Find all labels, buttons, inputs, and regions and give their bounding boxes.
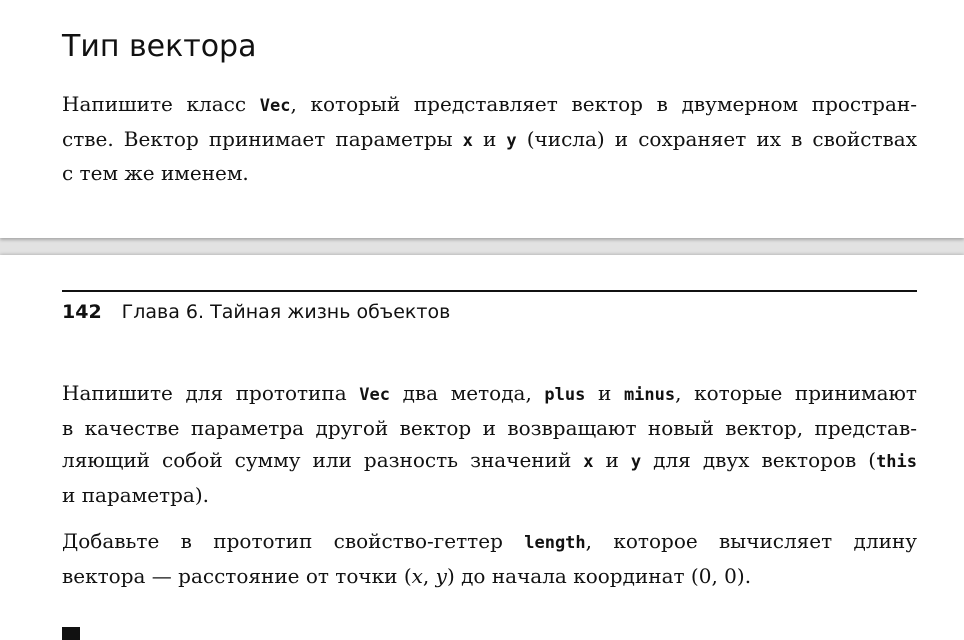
paragraph-line: Напишите класс Vec, который представляет вектор в двумерном простран- xyxy=(62,92,917,116)
code-minus: minus xyxy=(623,385,676,405)
code-x: x xyxy=(462,130,473,151)
vector-type-paragraph xyxy=(62,88,917,190)
code-y: y xyxy=(506,130,517,151)
paragraph-line: и параметра). xyxy=(62,482,210,507)
header-rule xyxy=(62,290,917,292)
chapter-title: Глава 6. Тайная жизнь объектов xyxy=(121,301,451,323)
paragraph-line: Напишите для прототипа Vec два метода, plus и minus, которые принимают xyxy=(62,381,917,405)
paragraph-line: стве. Вектор принимает параметры x и y (числа) и сохраняет их в свойствах xyxy=(62,126,917,151)
code-y: y xyxy=(630,452,642,472)
paragraph-line: Добавьте в прототип свойство-геттер length, которое вычисляет длину xyxy=(62,529,918,553)
top-page xyxy=(0,0,964,238)
code-this: this xyxy=(876,452,918,472)
paragraph-line: в качестве параметра другой вектор и возвращают новый вектор, представ- xyxy=(62,415,917,440)
plus-minus-paragraph xyxy=(62,377,917,511)
math-origin: (0, 0) xyxy=(690,563,745,588)
paragraph-line: ляющий собой сумму или разность значений x и y для двух векторов (this xyxy=(62,448,918,472)
math-y: y xyxy=(435,563,447,588)
paragraph-line: с тем же именем. xyxy=(62,161,249,185)
length-getter-paragraph xyxy=(62,525,917,592)
section-title: Тип вектора xyxy=(62,29,257,64)
page-number: 142 xyxy=(62,301,102,323)
code-vec: Vec xyxy=(259,96,291,116)
next-heading-fragment xyxy=(62,627,80,640)
code-length: length xyxy=(524,533,586,553)
math-x: x xyxy=(411,563,423,588)
code-x: x xyxy=(583,452,594,472)
code-vec: Vec xyxy=(359,385,390,405)
code-plus: plus xyxy=(544,385,586,405)
bottom-page xyxy=(0,255,964,640)
running-header xyxy=(62,297,450,327)
paragraph-line: вектора — расстояние от точки (x, y) до начала координат (0, 0). xyxy=(62,563,752,588)
